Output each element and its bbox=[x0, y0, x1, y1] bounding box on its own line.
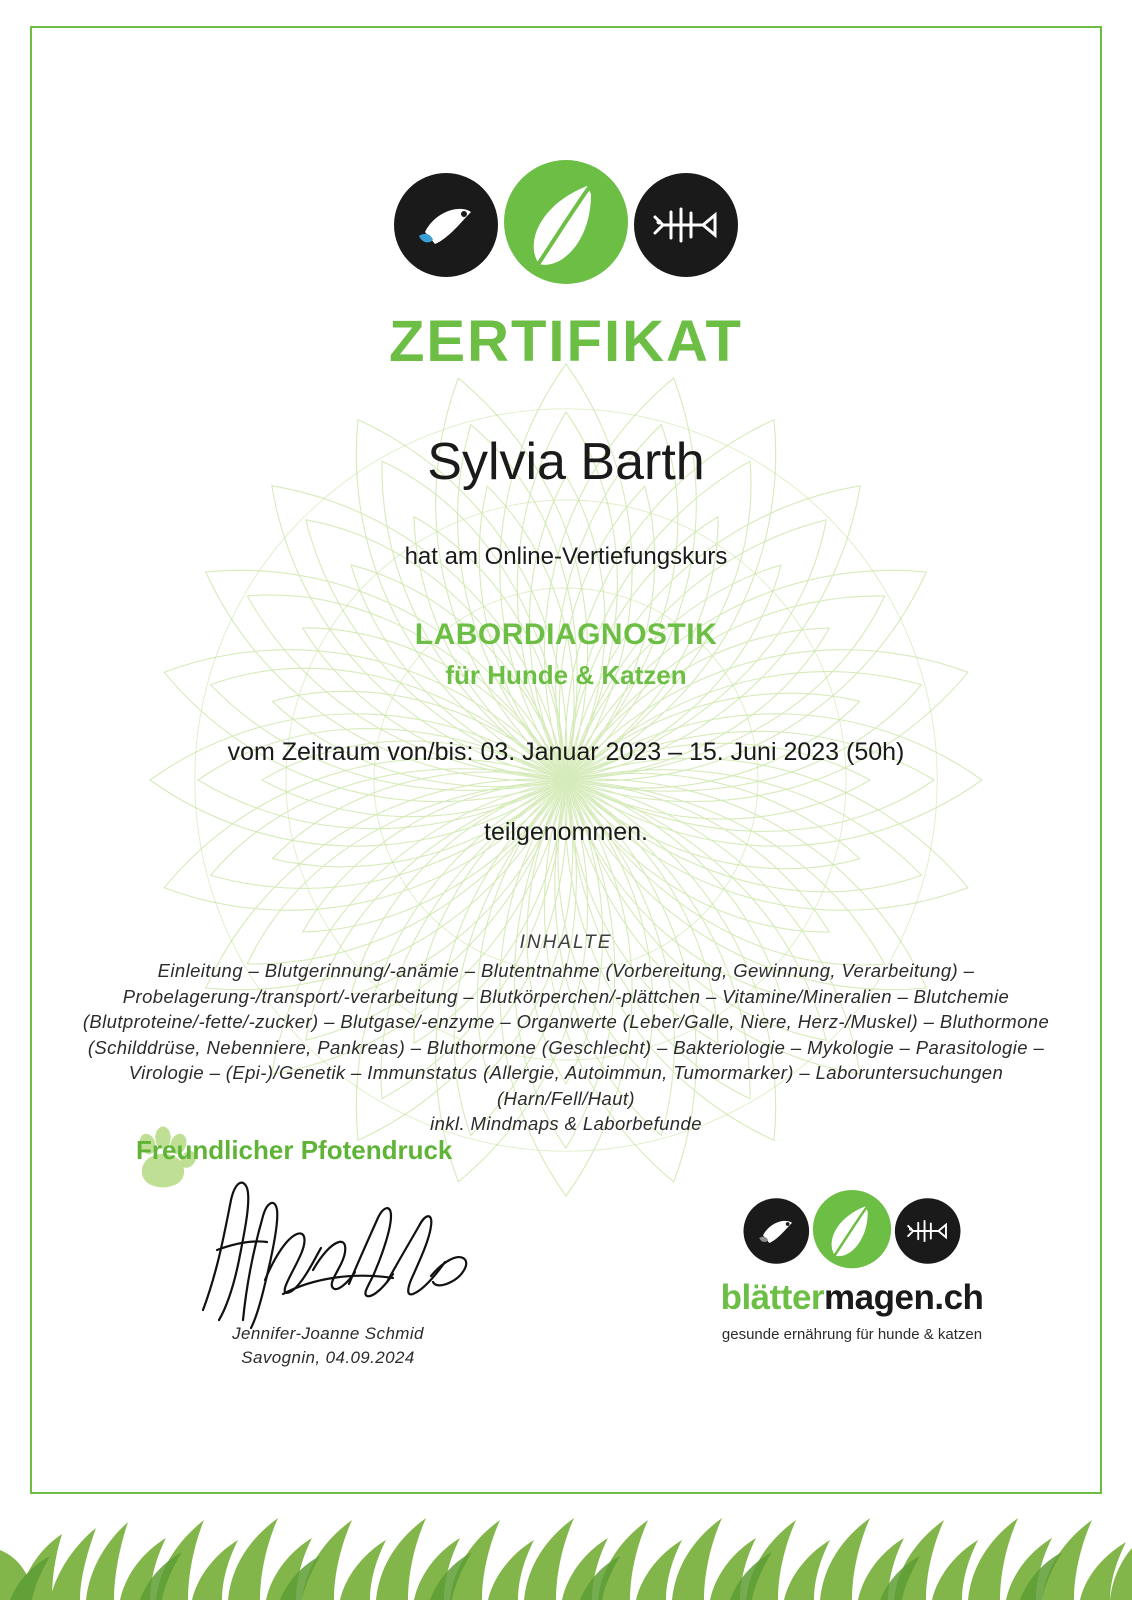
handwritten-signature bbox=[163, 1160, 493, 1340]
participation-line: hat am Online-Vertiefungskurs bbox=[404, 543, 728, 570]
left-circle-icon bbox=[744, 1198, 810, 1264]
contents-text: Einleitung – Blutgerinnung/-anämie – Blutentnahme (Vorbereitung, Gewinnung, Verarbeitung) – Probelagerung-/transport/-verarbeitung – Blutkörperchen/-plättchen – Vitamine/Mineralien – Blutchemie (Blutproteine/-fette/-zucker) – Blutgase/-enzyme – Organwerte (Leber/Galle, Niere, Herz-/Muskel) – Bluthormone (Schilddrüse, Nebenniere, Pankreas) – Bluthormone (Geschlecht) – Bakteriologie – Mykologie – Parasitologie – Virologie – (Epi-)/Genetik – Immunstatus (Allergie, Autoimmun, Tumormarker) – Laboruntersuchungen (Harn/Fell/Haut) bbox=[82, 960, 1050, 1109]
brand-name bbox=[682, 1278, 1022, 1318]
header-logo bbox=[0, 160, 1132, 290]
blaettermagen-footer-logo-icon bbox=[737, 1190, 967, 1272]
brand-name-accent: blätter bbox=[720, 1278, 825, 1317]
right-circle-icon bbox=[895, 1198, 961, 1264]
course-period: vom Zeitraum von/bis: 03. Januar 2023 – 15. Juni 2023 (50h) bbox=[227, 738, 905, 766]
grass-footer-decoration bbox=[0, 1480, 1132, 1600]
participation-statement: teilgenommen. bbox=[484, 818, 648, 846]
center-leaf-icon bbox=[813, 1190, 891, 1268]
brand-name-dark: magen bbox=[824, 1278, 935, 1317]
brand-name-tld: .ch bbox=[934, 1278, 984, 1317]
right-circle-icon bbox=[634, 173, 738, 277]
left-circle-icon bbox=[394, 173, 498, 277]
page-title: ZERTIFIKAT bbox=[389, 309, 743, 374]
footer-brand bbox=[682, 1190, 1022, 1343]
contents-last-line: inkl. Mindmaps & Laborbefunde bbox=[430, 1113, 702, 1134]
center-leaf-icon bbox=[504, 160, 628, 284]
course-title: LABORDIAGNOSTIK bbox=[414, 618, 718, 651]
partner-brand-name: Freundlicher Pfotendruck bbox=[136, 1135, 453, 1165]
contents-body bbox=[70, 958, 1062, 1137]
contents-heading: INHALTE bbox=[519, 932, 613, 953]
signature-place-date: Savognin, 04.09.2024 bbox=[241, 1348, 415, 1367]
blaettermagen-logo-icon bbox=[391, 160, 741, 290]
signature-name: Jennifer-Joanne Schmid bbox=[232, 1324, 424, 1343]
signature-block bbox=[118, 1135, 538, 1368]
brand-tagline: gesunde ernährung für hunde & katzen bbox=[721, 1326, 983, 1343]
recipient-name: Sylvia Barth bbox=[427, 433, 705, 491]
course-subtitle: für Hunde & Katzen bbox=[445, 660, 687, 690]
